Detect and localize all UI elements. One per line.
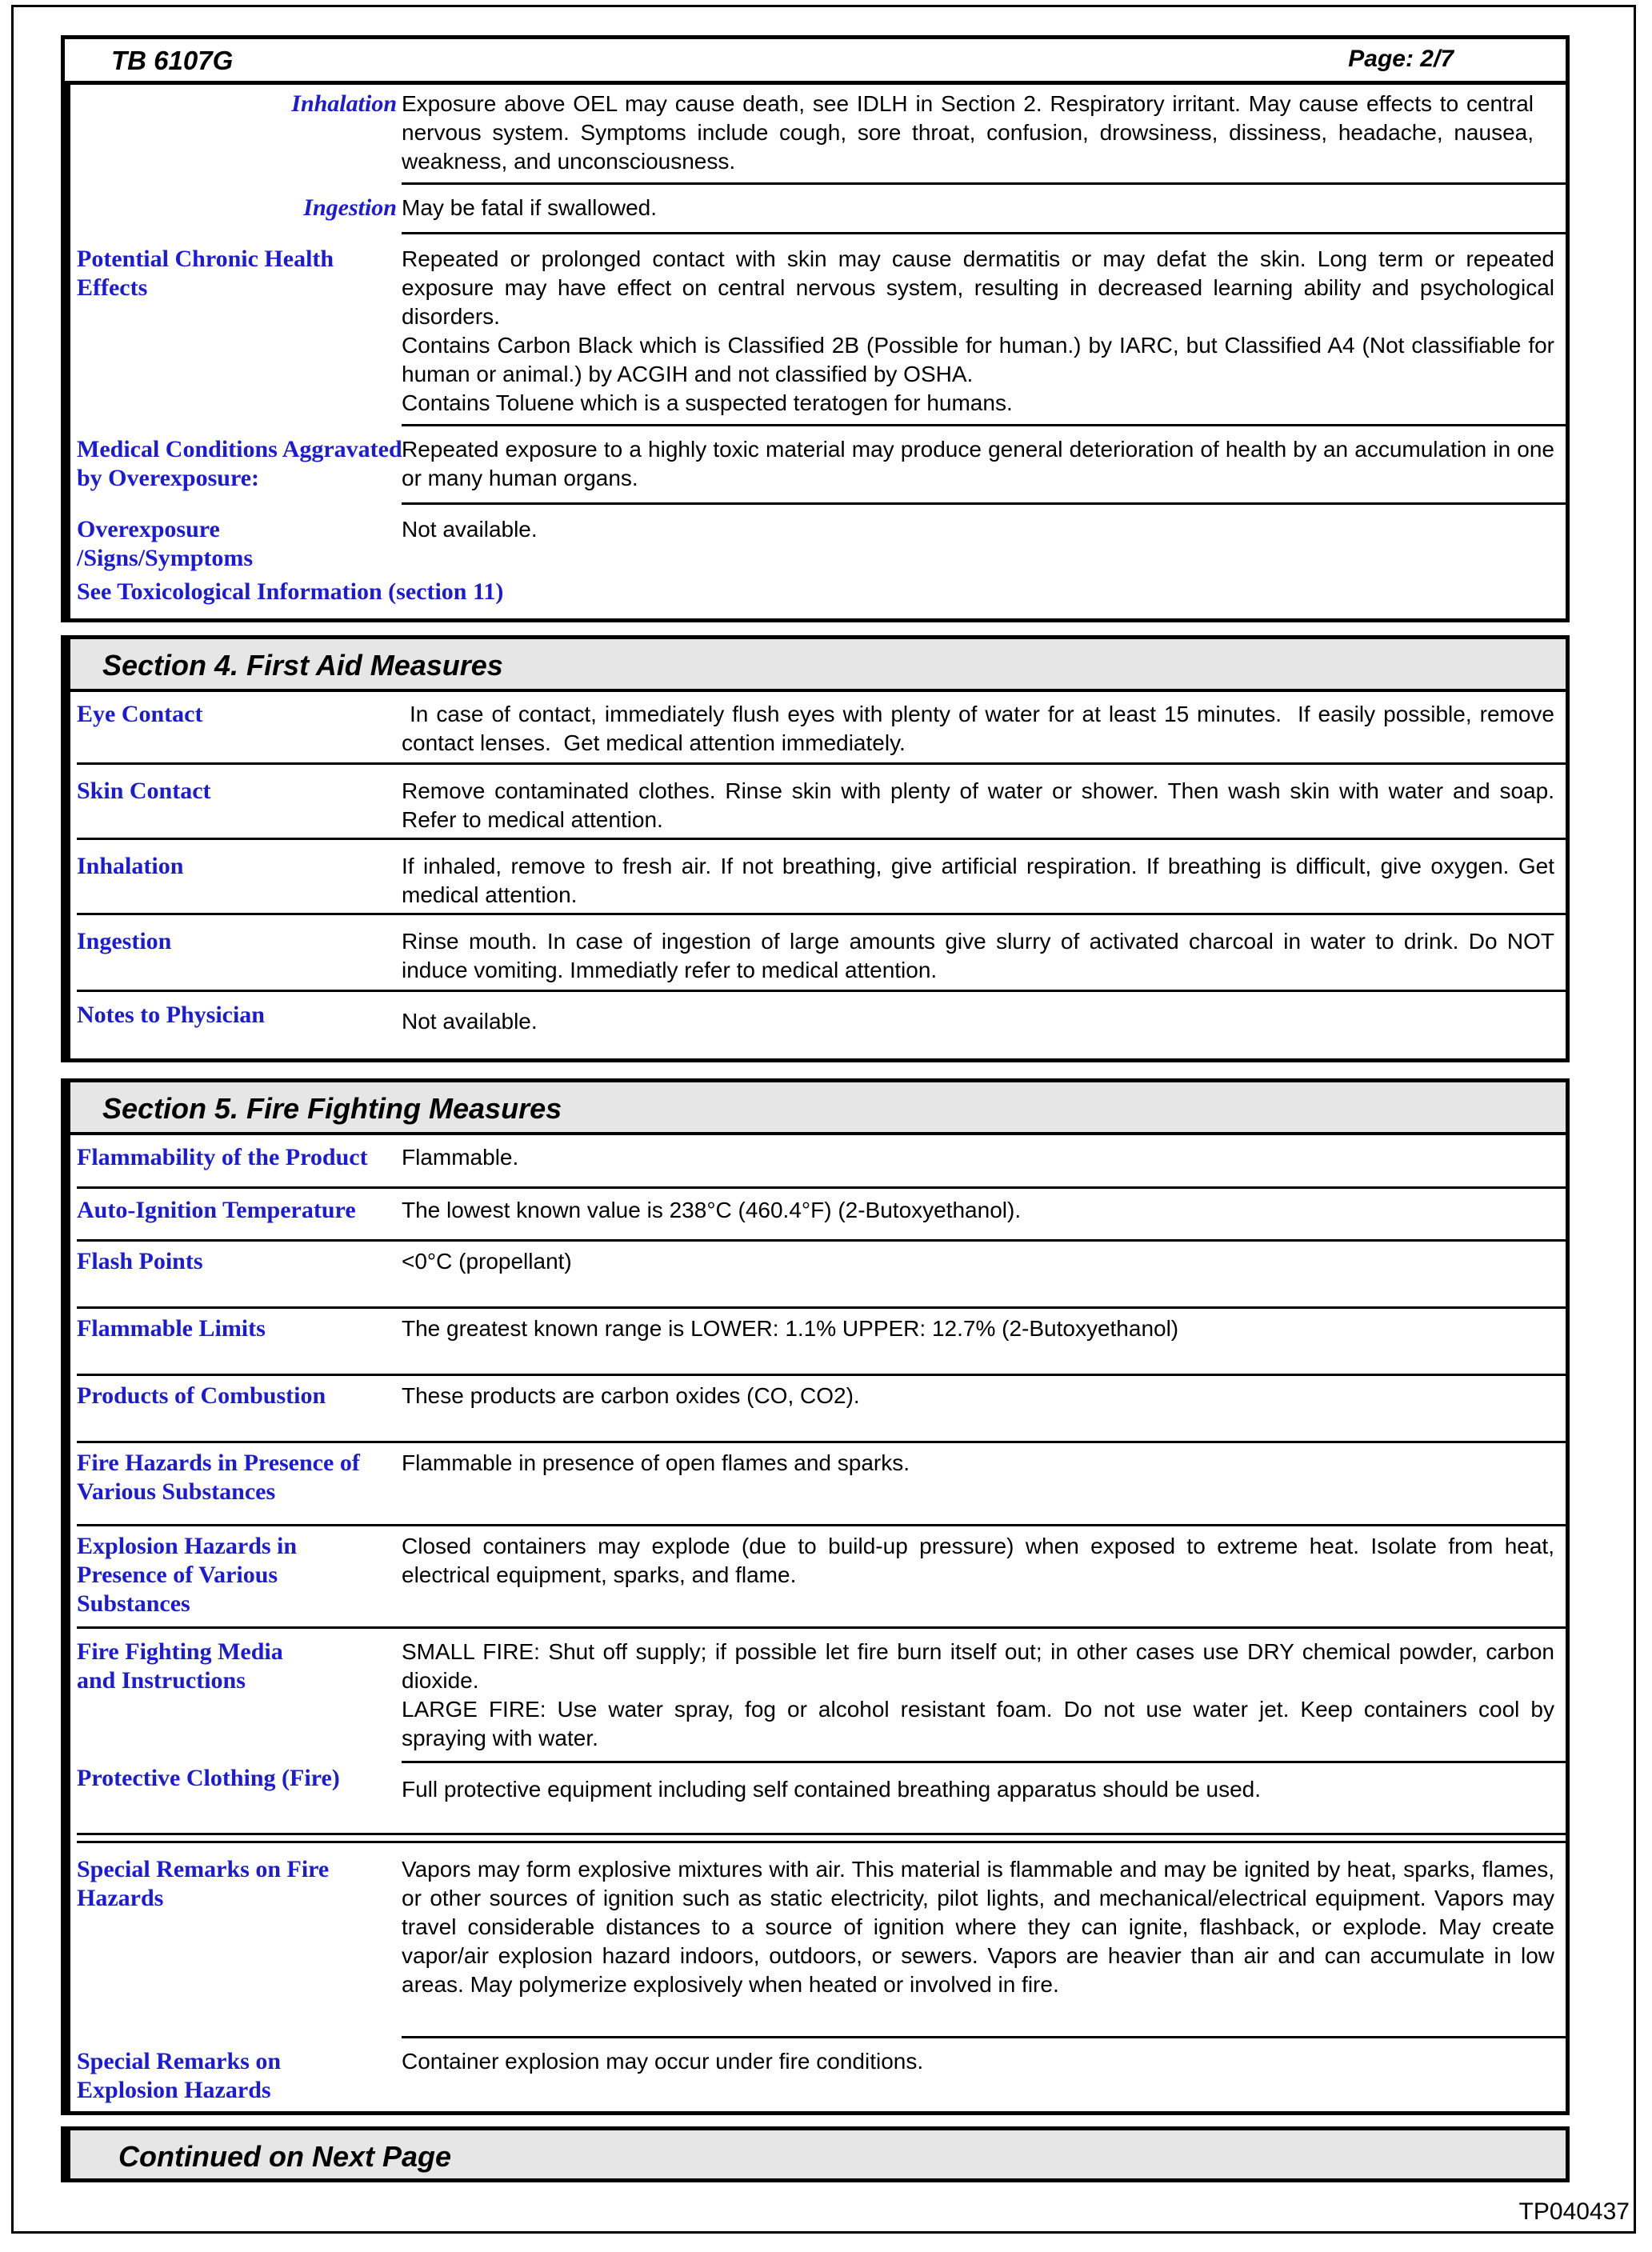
text-explosion-hazards: Closed containers may explode (due to build-up pressure) when exposed to extreme heat. Isolate from heat, electrical equipment, sparks, and flame. [402,1534,1554,1587]
label-medical-conditions: Medical Conditions Aggravated by Overexposure: [77,436,402,491]
chronic-text-1: Repeated or prolonged contact with skin may cause dermatitis or may defat the skin. Long term or repeated exposure may have effect on central nervous system, resulting in decreased learning ability and psychological disorders. [402,246,1554,329]
label-inhalation: Inhalation [291,90,397,117]
label-remarks-fire: Special Remarks on Fire Hazards [77,1856,330,1911]
section5-title-bar [70,1082,1566,1135]
divider [402,232,1566,234]
text-overexposure: Not available. [402,517,538,542]
label-ingestion-aid: Ingestion [77,928,172,954]
text-inhalation: Exposure above OEL may cause death, see IDLH in Section 2. Respiratory irritant. May cause effects to central nervous system. Symptoms include cough, sore throat, confusion, drowsiness, dissiness, headache, nausea, weakness, and unconsciousness. [402,91,1534,174]
divider [77,838,1566,840]
text-ingestion: May be fatal if swallowed. [402,195,658,220]
label-notes-physician: Notes to Physician [77,1002,265,1028]
footer-code: TP040437 [1518,2198,1630,2225]
text-products-combustion: These products are carbon oxides (CO, CO2). [402,1383,860,1408]
divider [77,1626,1566,1629]
label-fire-media: Fire Fighting Media and Instructions [77,1638,283,1694]
divider [77,762,1566,765]
text-medical-conditions: Repeated exposure to a highly toxic material may produce general deterioration of health by an accumulation in one or many human organs. [402,437,1554,490]
divider [402,182,1566,185]
page-number: Page: 2/7 [1348,46,1454,72]
label-flammable-limits: Flammable Limits [77,1315,266,1342]
label-eye-contact: Eye Contact [77,701,203,727]
fire-media-large: LARGE FIRE: Use water spray, fog or alcohol resistant foam. Do not use water jet. Keep containers cool by spraying with water. [402,1697,1554,1750]
divider [402,502,1566,505]
text-flammable-limits: The greatest known range is LOWER: 1.1% UPPER: 12.7% (2-Butoxyethanol) [402,1316,1179,1341]
text-ingestion-aid: Rinse mouth. In case of ingestion of large amounts give slurry of activated charcoal in water to drink. Do NOT induce vomiting. Immediatly refer to medical attention. [402,929,1554,982]
section3-continuation [61,85,1570,622]
text-skin-contact: Remove contaminated clothes. Rinse skin with plenty of water or shower. Then wash skin with water and soap. Refer to medical attention. [402,778,1554,832]
section5-title: Section 5. Fire Fighting Measures [102,1092,562,1125]
section4-title: Section 4. First Aid Measures [102,649,503,682]
label-ingestion: Ingestion [303,194,397,221]
text-protective-clothing: Full protective equipment including self contained breathing apparatus should be used. [402,1777,1262,1802]
continued-text: Continued on Next Page [118,2140,452,2173]
divider [77,1186,1566,1189]
see-toxicological-info: See Toxicological Information (section 11) [77,578,504,605]
label-fire-hazards: Fire Hazards in Presence of Various Substances [77,1450,360,1505]
label-explosion-hazards: Explosion Hazards in Presence of Various Substances [77,1533,298,1617]
text-eye-contact: In case of contact, immediately flush eyes with plenty of water for at least 15 minutes. If easily possible, remove contact lenses. Get medical attention immediately. [402,702,1561,755]
divider [77,990,1566,992]
label-protective-clothing: Protective Clothing (Fire) [77,1765,340,1791]
divider [77,1441,1566,1443]
divider [77,913,1566,915]
document-id: TB 6107G [111,46,234,75]
divider [77,1524,1566,1526]
label-flammability: Flammability of the Product [77,1144,368,1170]
label-auto-ignition: Auto-Ignition Temperature [77,1197,356,1223]
text-notes-physician: Not available. [402,1009,538,1034]
divider [77,1306,1566,1309]
label-inhalation-aid: Inhalation [77,853,184,879]
text-auto-ignition: The lowest known value is 238°C (460.4°F) (2-Butoxyethanol). [402,1198,1022,1222]
text-remarks-fire: Vapors may form explosive mixtures with air. This material is flammable and may be ignited by heat, sparks, flames, or other sources of ignition such as static electricity, pilot lights, and mechanical/electrical equipment. Vapors may travel considerable distances to a source of ignition where they can ignite, flashback, or explode. May create vapor/air explosion hazard indoors, outdoors, or sewers. Vapors are heavier than air and can accumulate in low areas. May polymerize explosively when heated or involved in fire. [402,1857,1554,1997]
divider [77,1833,1566,1835]
chronic-text-2: Contains Carbon Black which is Classified 2B (Possible for human.) by IARC, but Classified A4 (Not classifiable for human or animal.) by ACGIH and not classified by OSHA. [402,333,1554,386]
divider [402,424,1566,426]
chronic-text-3: Contains Toluene which is a suspected teratogen for humans. [402,390,1013,415]
text-remarks-explosion: Container explosion may occur under fire conditions. [402,2049,924,2074]
text-flammability: Flammable. [402,1145,519,1170]
label-products-combustion: Products of Combustion [77,1382,326,1409]
label-overexposure: Overexposure /Signs/Symptoms [77,516,254,571]
fire-media-small: SMALL FIRE: Shut off supply; if possible let fire burn itself out; in other cases use DRY chemical powder, carbon dioxide. [402,1639,1554,1693]
text-fire-hazards: Flammable in presence of open flames and sparks. [402,1450,910,1475]
divider [402,2036,1566,2038]
text-chronic-health [402,245,1554,418]
label-flash-points: Flash Points [77,1248,203,1274]
section5-fire-fighting [61,1078,1570,2115]
text-fire-media [402,1638,1554,1753]
divider [77,1841,1566,1843]
text-inhalation-aid: If inhaled, remove to fresh air. If not breathing, give artificial respiration. If breathing is difficult, give oxygen. Get medical attention. [402,854,1554,907]
label-skin-contact: Skin Contact [77,778,211,804]
divider [77,1239,1566,1242]
section4-first-aid [61,635,1570,1062]
label-remarks-explosion: Special Remarks on Explosion Hazards [77,2048,281,2103]
text-flash-points: <0°C (propellant) [402,1249,572,1274]
divider [77,1374,1566,1376]
section4-title-bar [70,639,1566,692]
continued-banner [61,2126,1570,2182]
divider [402,1761,1566,1763]
label-chronic-health: Potential Chronic Health Effects [77,246,334,301]
document-header [61,35,1570,85]
